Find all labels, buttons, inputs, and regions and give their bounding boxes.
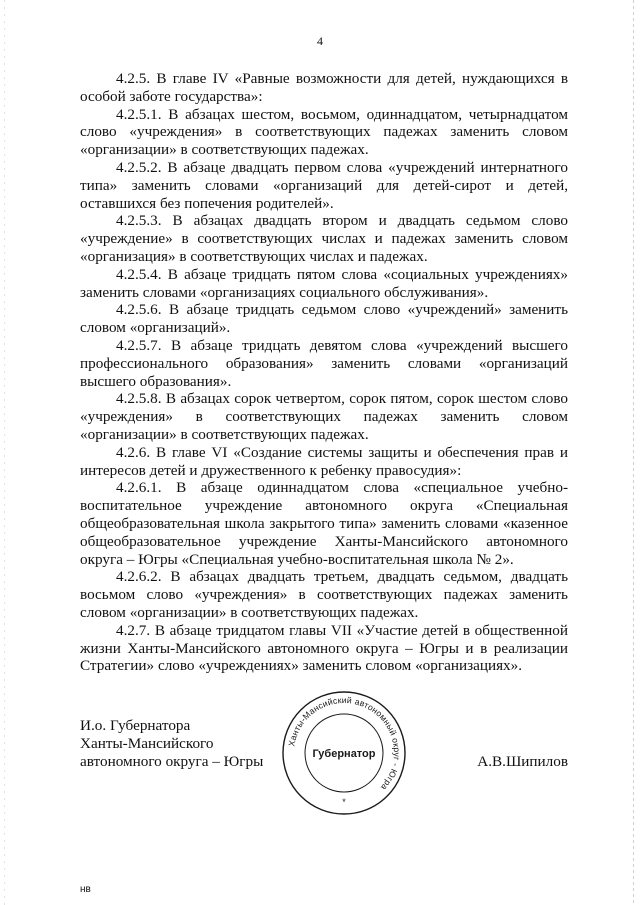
scan-edge-right <box>633 0 634 905</box>
paragraph-4-2-5-7: 4.2.5.7. В абзаце тридцать девятом слова «учреждений высшего профессионального образования» заменить словами «организаций высшего образования». <box>80 336 568 390</box>
signer-title <box>80 717 263 770</box>
paragraph-4-2-6-1: 4.2.6.1. В абзаце одиннадцатом слова «специальное учебно-воспитательное учреждение автономного округа «Специальная общеобразовательная школа закрытого типа» заменить словами «казенное общеобразовательное учреждение Ханты-Мансийского автономного округа – Югры «Специальная учебно-воспитательная школа № 2». <box>80 479 568 568</box>
paragraph-4-2-7: 4.2.7. В абзаце тридцатом главы VII «Участие детей в общественной жизни Ханты-Мансийского автономного округа – Югры и в реализации Стратегии» слово «учреждениях» заменить словом «организациях». <box>80 621 568 675</box>
signer-title-line: автономного округа – Югры <box>80 752 264 770</box>
signer-title-line: И.о. Губернатора <box>80 717 191 734</box>
paragraph-4-2-5-6: 4.2.5.6. В абзаце тридцать седьмом слово «учреждений» заменить словом «организаций». <box>80 301 568 337</box>
paragraph-4-2-5-1: 4.2.5.1. В абзацах шестом, восьмом, одиннадцатом, четырнадцатом слово «учреждения» в соответствующих падежах заменить словом «организации» в соответствующих падежах. <box>80 105 568 159</box>
seal-star-icon: * <box>342 797 346 807</box>
scan-edge-left <box>4 0 5 905</box>
paragraph-4-2-5-8: 4.2.5.8. В абзацах сорок четвертом, сорок пятом, сорок шестом слово «учреждения» в соответствующих падежах заменить словом «организации» в соответствующих падежах. <box>80 390 568 443</box>
page-number: 4 <box>317 34 323 48</box>
seal-center-text: Губернатор <box>312 748 376 760</box>
paragraph-4-2-5-4: 4.2.5.4. В абзаце тридцать пятом слова «социальных учреждениях» заменить словами «организациях социального обслуживания». <box>80 265 568 301</box>
paragraph-4-2-5-2: 4.2.5.2. В абзаце двадцать первом слова «учреждений интернатного типа» заменить словами «организаций для детей-сирот и детей, оставшихся без попечения родителей». <box>80 158 568 212</box>
signer-title-line: Ханты-Мансийского <box>80 734 214 752</box>
paragraph-4-2-5: 4.2.5. В главе IV «Равные возможности для детей, нуждающихся в особой заботе государства»: <box>80 70 568 105</box>
official-seal <box>280 689 408 817</box>
paragraph-4-2-6-2: 4.2.6.2. В абзацах двадцать третьем, двадцать седьмом, двадцать восьмом слово «учреждения» в соответствующих падежах заменить словом «организации» в соответствующих падежах. <box>80 568 568 621</box>
seal-ring-text: Ханты-Мансийский автономный округ - Югра <box>286 694 403 793</box>
signer-name: А.В.Шипилов <box>477 753 568 770</box>
paragraph-4-2-5-3: 4.2.5.3. В абзацах двадцать втором и двадцать седьмом слово «учреждение» в соответствующих числах и падежах заменить словом «организация» в соответствующих числах и падежах. <box>80 212 568 265</box>
footer-code: нв <box>80 884 91 895</box>
signature-block <box>80 694 568 837</box>
paragraph-4-2-6: 4.2.6. В главе VI «Создание системы защиты и обеспечения прав и интересов детей и дружественного к ребенку правосудия»: <box>80 443 568 479</box>
document-body <box>80 70 568 675</box>
